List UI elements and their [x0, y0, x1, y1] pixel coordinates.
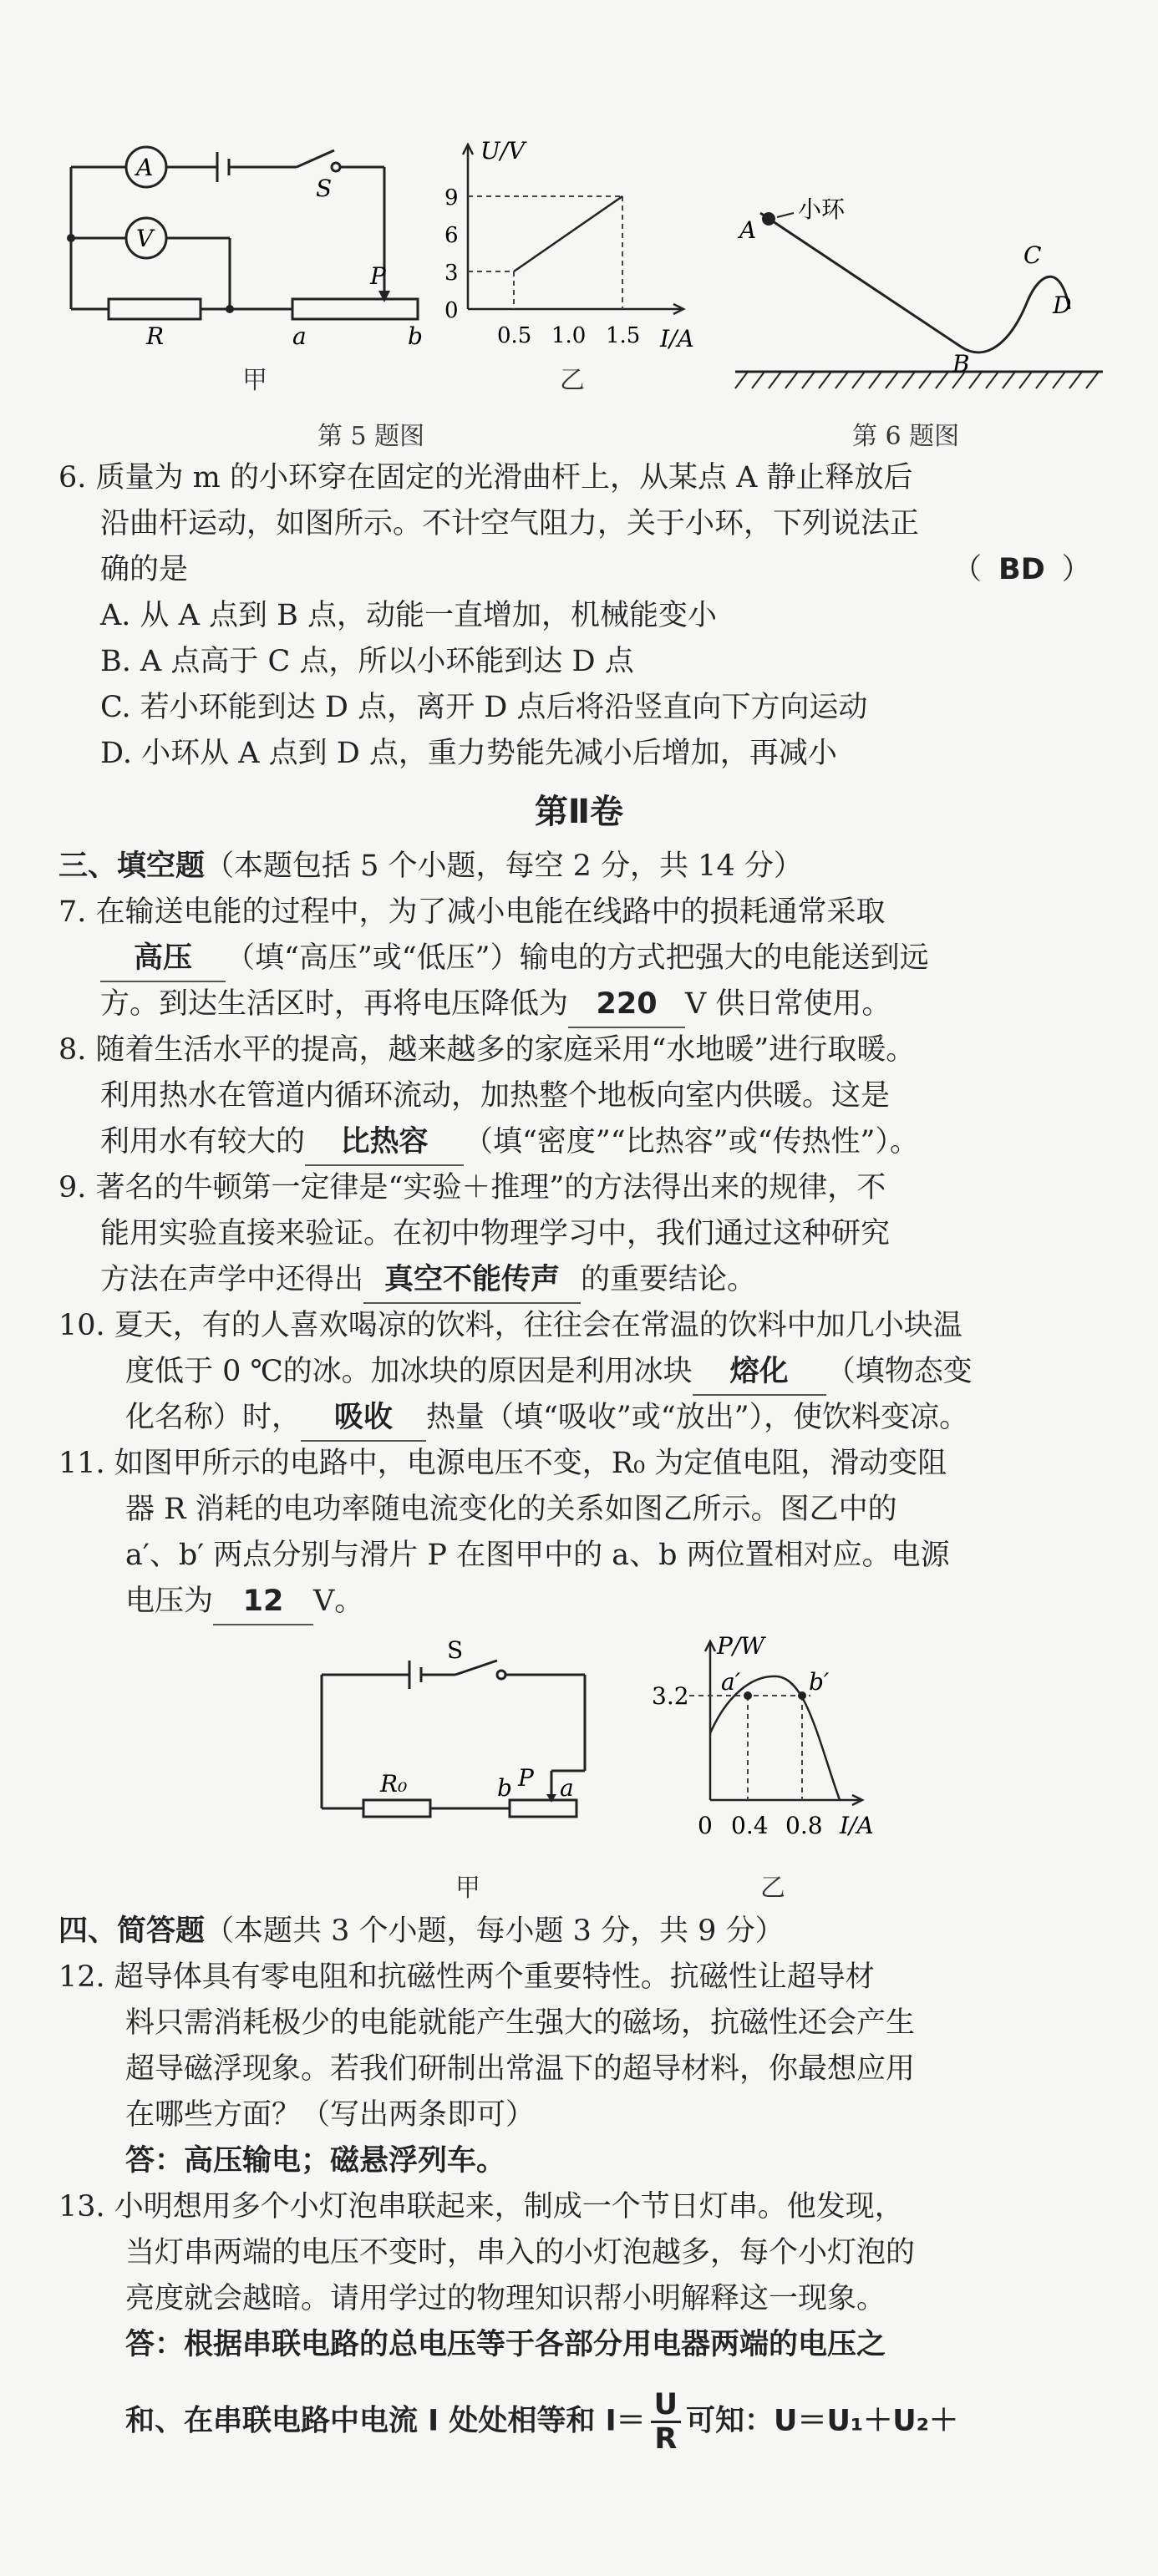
q7-line3-a: 方。到达生活区时，再将电压降低为	[100, 987, 569, 1021]
fig5-panel-jia: 甲	[242, 366, 267, 395]
part4-heading	[58, 1909, 785, 1954]
q13-frac-den: R	[654, 2422, 678, 2456]
ring-icon	[762, 212, 775, 226]
ring-label: 小环	[798, 195, 846, 223]
curved-rod	[760, 213, 1072, 352]
q9-line3-b: 的重要结论。	[581, 1263, 757, 1296]
q12-answer: 答：高压输电；磁悬浮列车。	[125, 2144, 506, 2178]
q8-line1: 8. 随着生活水平的提高，越来越多的家庭采用“水地暖”进行取暖。	[58, 1033, 916, 1067]
q6-bracket-open: （	[952, 553, 983, 586]
q11-line3: a′、b′ 两点分别与滑片 P 在图甲中的 a、b 两位置相对应。电源	[125, 1539, 950, 1572]
part3-note: （本题包括 5 个小题，每空 2 分，共 14 分）	[205, 849, 803, 883]
fig11-ylabel: P/W	[717, 1632, 765, 1660]
q13-fraction	[651, 2389, 681, 2455]
q12-line3: 超导磁浮现象。若我们研制出常温下的超导材料，你最想应用	[125, 2052, 916, 2086]
q6-option-b: B. A 点高于 C 点，所以小环能到达 D 点	[100, 645, 634, 678]
fig11-p-label: P	[518, 1764, 534, 1792]
q6-option-d: D. 小环从 A 点到 D 点，重力势能先减小后增加，再减小	[100, 737, 837, 770]
q7-answer-1: 高压	[100, 936, 226, 982]
point-a-label: A	[739, 216, 757, 244]
q11-line2: 器 R 消耗的电功率随电流变化的关系如图乙所示。图乙中的	[125, 1493, 897, 1526]
q9-line3	[100, 1257, 756, 1304]
fig5-panel-yi: 乙	[560, 366, 585, 395]
q11-line4	[125, 1579, 363, 1625]
ammeter-label: A	[136, 154, 154, 181]
q11-answer: 12	[213, 1579, 313, 1625]
q10-line2-b: （填物态变	[825, 1355, 973, 1388]
fig5-ytick-6: 6	[444, 223, 459, 248]
point-d-label: D	[1053, 292, 1072, 319]
fig6-caption: 第 6 题图	[852, 422, 960, 451]
q9-line2: 能用实验直接来验证。在初中物理学习中，我们通过这种研究	[100, 1217, 891, 1250]
q10-line3-a: 化名称）时，	[125, 1401, 302, 1434]
fig5-ylabel: U/V	[480, 138, 526, 165]
fig5-ytick-3: 3	[444, 261, 459, 286]
q7-line3	[100, 981, 891, 1028]
q6-answer-bracket	[952, 547, 1091, 592]
resistor-label: R	[146, 322, 165, 350]
q6-answer: BD	[998, 553, 1045, 586]
q7-line1: 7. 在输送电能的过程中，为了减小电能在线路中的损耗通常采取	[58, 895, 886, 929]
q7-line3-b: V 供日常使用。	[685, 987, 891, 1021]
end-b-label: b	[408, 322, 423, 350]
part3-heading	[58, 844, 803, 889]
fig11-a-prime-label: a′	[721, 1668, 741, 1696]
q10-line2	[125, 1349, 973, 1396]
q13-answer-line2-a: 和、在串联电路中电流 I 处处相等和 I＝	[125, 2404, 646, 2438]
q11-line4-b: V。	[313, 1585, 364, 1618]
fig5-graph	[434, 138, 702, 363]
fig11-r0-label: R₀	[380, 1770, 408, 1798]
q10-line3	[125, 1395, 968, 1442]
section-2-title: 第Ⅱ卷	[534, 793, 624, 831]
end-a-label: a	[292, 322, 307, 350]
fig5-ytick-9: 9	[444, 185, 459, 210]
q10-line2-a: 度低于 0 ℃的冰。加冰块的原因是利用冰块	[125, 1355, 693, 1388]
q10-answer-1: 熔化	[693, 1349, 826, 1396]
fig5-caption: 第 5 题图	[317, 422, 425, 451]
q12-line4: 在哪些方面？（写出两条即可）	[125, 2098, 536, 2132]
part3-head: 三、填空题	[58, 849, 206, 883]
point-a-prime	[744, 1691, 752, 1700]
part4-note: （本题共 3 个小题，每小题 3 分，共 9 分）	[205, 1914, 785, 1948]
q8-line2: 利用热水在管道内循环流动，加热整个地板向室内供暖。这是	[100, 1079, 891, 1113]
q6-line3: 确的是	[100, 553, 189, 586]
q6-option-a: A. 从 A 点到 B 点，动能一直增加，机械能变小	[100, 599, 718, 632]
fig11-x1: 0.4	[731, 1812, 769, 1839]
q13-line2: 当灯串两端的电压不变时，串入的小灯泡越多，每个小灯泡的	[125, 2236, 916, 2269]
q6-bracket-close: ）	[1061, 553, 1091, 586]
q9-answer: 真空不能传声	[363, 1257, 581, 1304]
q9-line1: 9. 著名的牛顿第一定律是“实验＋推理”的方法得出来的规律，不	[58, 1171, 886, 1204]
q10-answer-2: 吸收	[301, 1395, 426, 1442]
fig11-a-label: a	[560, 1774, 574, 1802]
q7-line2	[100, 936, 929, 982]
fig11-b-label: b	[497, 1774, 512, 1802]
fig5-circuit	[50, 125, 443, 351]
q8-line3	[100, 1119, 919, 1166]
fig6-curve-rod	[719, 167, 1111, 401]
fig11-switch-label: S	[447, 1637, 464, 1664]
q6-option-c: C. 若小环能到达 D 点，离开 D 点后将沿竖直向下方向运动	[100, 691, 868, 724]
q13-answer-line1: 答：根据串联电路的总电压等于各部分用电器两端的电压之	[125, 2328, 886, 2361]
point-b-prime	[798, 1691, 806, 1700]
q6-line2: 沿曲杆运动，如图所示。不计空气阻力，关于小环，下列说法正	[100, 507, 920, 540]
q7-answer-2: 220	[568, 981, 685, 1028]
q13-answer-line2	[125, 2389, 958, 2455]
slider-label: P	[370, 262, 386, 290]
resistor-r0	[363, 1800, 430, 1817]
fig11-xlabel: I/A	[840, 1812, 874, 1839]
q12-line2: 料只需消耗极少的电能就能产生强大的磁场，抗磁性还会产生	[125, 2006, 916, 2040]
point-c-label: C	[1023, 241, 1042, 269]
fig5-ytick-0: 0	[444, 298, 459, 323]
q13-line1: 13. 小明想用多个小灯泡串联起来，制成一个节日灯串。他发现，	[58, 2190, 904, 2224]
q9-line3-a: 方法在声学中还得出	[100, 1263, 364, 1296]
q8-line3-b: （填“密度”“比热容”或“传热性”）。	[464, 1125, 919, 1159]
voltmeter-label: V	[136, 225, 154, 252]
fig11-panel-yi: 乙	[760, 1874, 785, 1903]
q13-line3: 亮度就会越暗。请用学过的物理知识帮小明解释这一现象。	[125, 2282, 886, 2315]
q13-frac-num: U	[651, 2389, 681, 2423]
q10-line3-b: 热量（填“吸收”或“放出”），使饮料变凉。	[426, 1401, 969, 1434]
fig11-b-prime-label: b′	[809, 1668, 830, 1696]
q13-answer-line2-b: 可知：U＝U₁＋U₂＋	[686, 2404, 958, 2438]
resistor-r	[109, 299, 201, 319]
fig11-rheostat	[510, 1800, 576, 1817]
slider-rheostat	[292, 299, 418, 319]
q8-answer: 比热容	[305, 1119, 464, 1166]
q7-line2-rest: （填“高压”或“低压”）输电的方式把强大的电能送到远	[226, 941, 929, 975]
fig11-y-value: 3.2	[652, 1682, 689, 1710]
fig5-xtick-10: 1.0	[551, 323, 587, 348]
fig11-graph	[635, 1625, 919, 1867]
q6-line1: 6. 质量为 m 的小环穿在固定的光滑曲杆上，从某点 A 静止释放后	[58, 461, 913, 494]
fig11-x0: 0	[698, 1812, 713, 1839]
point-b-label: B	[952, 350, 970, 378]
part4-head: 四、简答题	[58, 1914, 206, 1948]
fig11-panel-jia: 甲	[455, 1874, 480, 1903]
fig5-xtick-15: 1.5	[606, 323, 641, 348]
q12-line1: 12. 超导体具有零电阻和抗磁性两个重要特性。抗磁性让超导材	[58, 1960, 875, 1994]
fig11-circuit	[309, 1637, 627, 1863]
q10-line1: 10. 夏天，有的人喜欢喝凉的饮料，往往会在常温的饮料中加几小块温	[58, 1309, 962, 1342]
q8-line3-a: 利用水有较大的	[100, 1125, 306, 1159]
q11-line1: 11. 如图甲所示的电路中，电源电压不变，R₀ 为定值电阻，滑动变阻	[58, 1447, 947, 1480]
fig5-graph-line	[514, 196, 622, 271]
fig5-xtick-05: 0.5	[497, 323, 532, 348]
fig11-x2: 0.8	[785, 1812, 823, 1839]
q11-line4-a: 电压为	[125, 1585, 214, 1618]
fig5-xlabel: I/A	[660, 325, 694, 352]
switch-label: S	[316, 175, 333, 202]
